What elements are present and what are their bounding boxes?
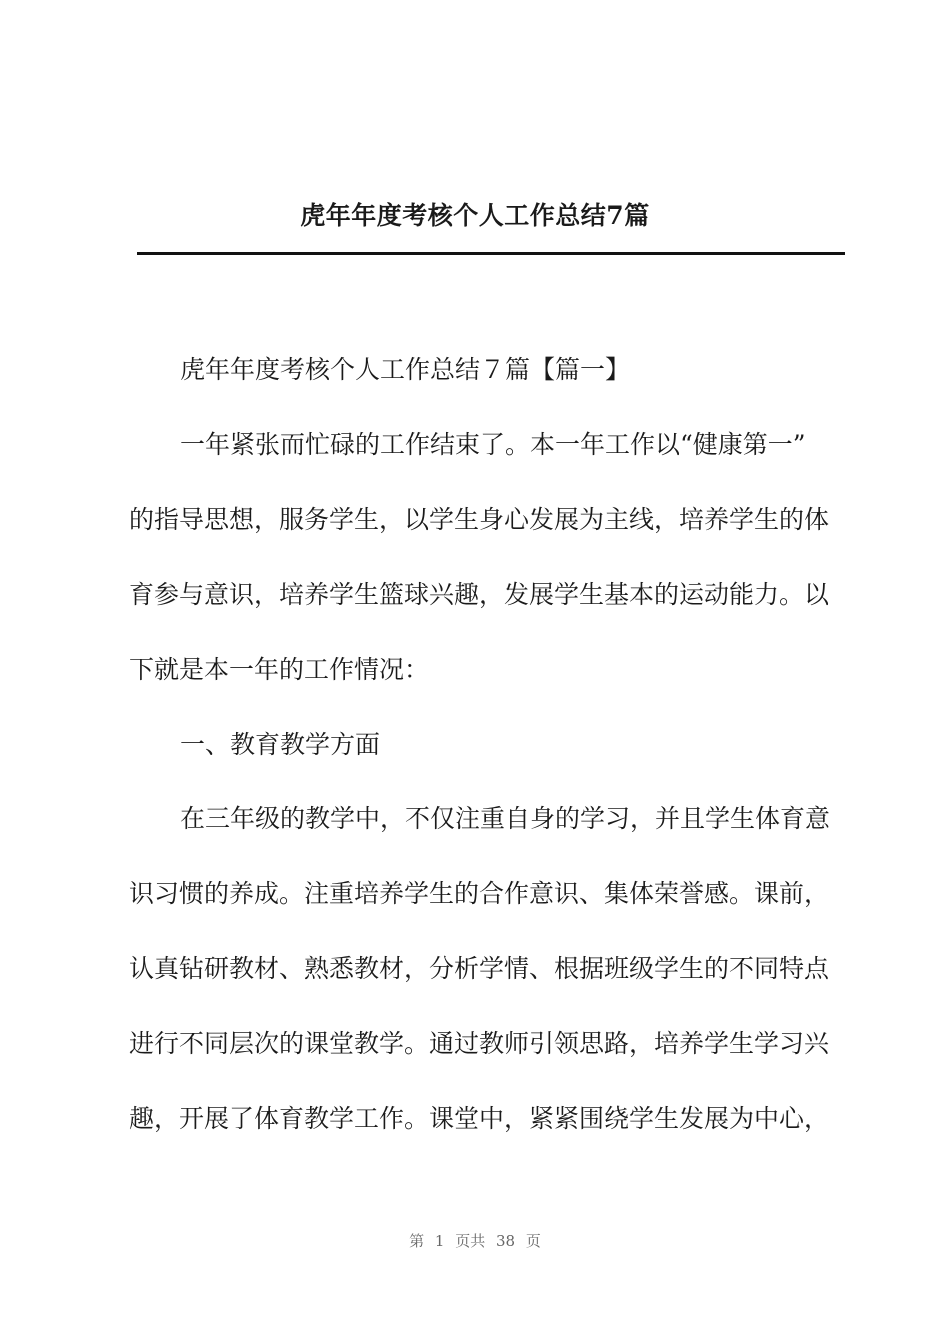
subsection-heading: 一、教育教学方面 — [180, 730, 381, 759]
paragraph-line: 育参与意识，培养学生篮球兴趣，发展学生基本的运动能力。以 — [129, 580, 830, 609]
paragraph-line: 下就是本一年的工作情况： — [129, 655, 430, 684]
title-underline — [137, 252, 845, 255]
paragraph-line: 认真钻研教材、熟悉教材，分析学情、根据班级学生的不同特点 — [129, 954, 830, 983]
document-title: 虎年年度考核个人工作总结7篇 — [300, 201, 650, 230]
paragraph-line: 识习惯的养成。注重培养学生的合作意识、集体荣誉感。课前， — [129, 879, 830, 908]
section-heading: 虎年年度考核个人工作总结７篇【篇一】 — [180, 355, 631, 384]
paragraph-line: 趣，开展了体育教学工作。课堂中，紧紧围绕学生发展为中心， — [129, 1104, 830, 1133]
page-number-footer: 第 1 页共 38 页 — [409, 1232, 541, 1250]
paragraph-line: 进行不同层次的课堂教学。通过教师引领思路，培养学生学习兴 — [129, 1029, 830, 1058]
paragraph-line: 在三年级的教学中，不仅注重自身的学习，并且学生体育意 — [180, 804, 831, 833]
paragraph-line: 的指导思想，服务学生，以学生身心发展为主线，培养学生的体 — [129, 505, 830, 534]
paragraph-line: 一年紧张而忙碌的工作结束了。本一年工作以“健康第一” — [180, 430, 806, 459]
